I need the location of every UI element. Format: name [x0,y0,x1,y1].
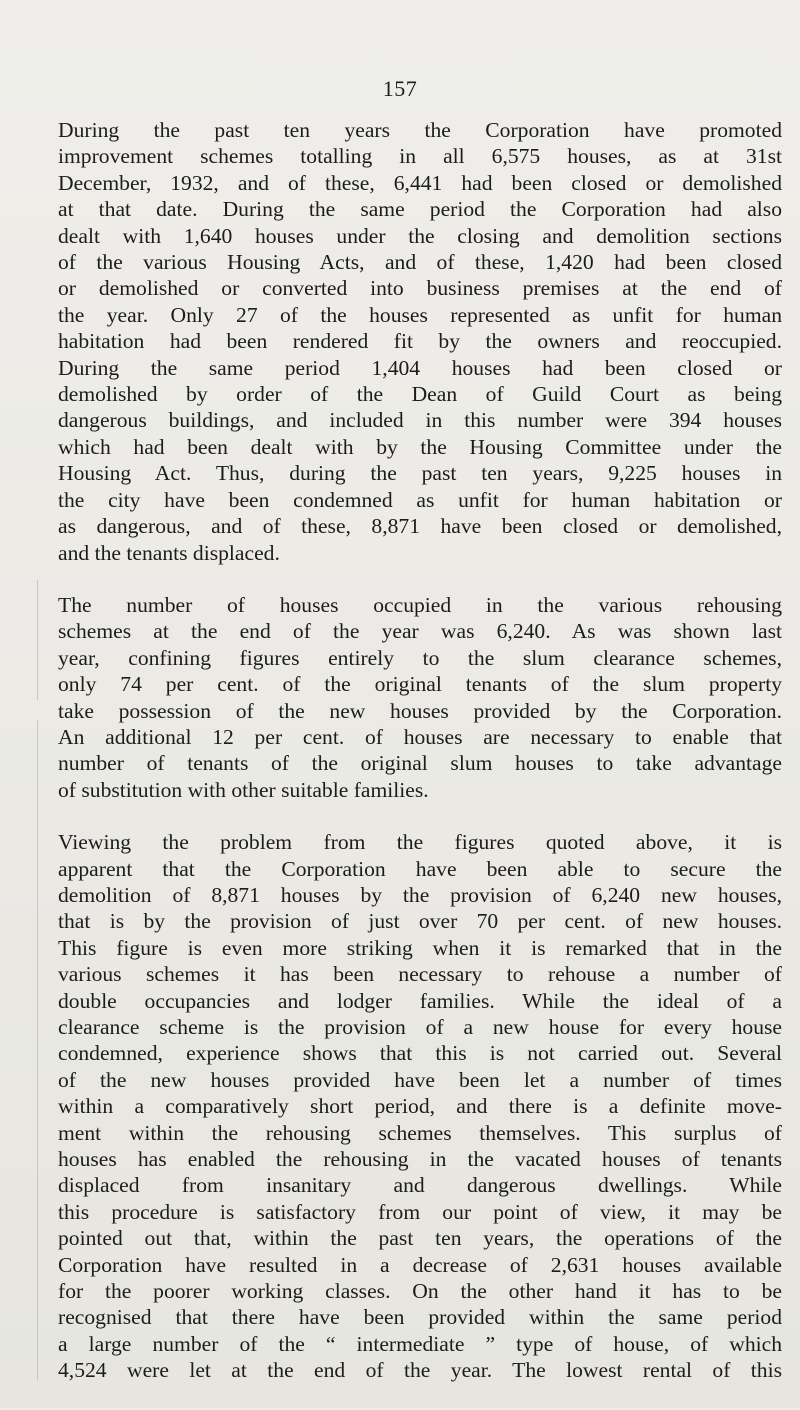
text-line: ment within the rehousing schemes themselves. This surplus of [58,1120,782,1145]
text-line: of the various Housing Acts, and of these, 1,420 had been closed [58,250,782,275]
text-line: take possession of the new houses provided by the Corporation. [58,698,782,723]
text-line: pointed out that, within the past ten years, the operations of the [58,1226,782,1251]
text-line: An additional 12 per cent. of houses are necessary to enable that [58,724,782,749]
text-line: of the new houses provided have been let a number of times [58,1067,782,1092]
text-line: improvement schemes totalling in all 6,575 houses, as at 31st [58,144,782,169]
text-line: or demolished or converted into business premises at the end of [58,276,782,301]
text-line: number of tenants of the original slum houses to take advantage [58,751,782,776]
text-line: within a comparatively short period, and there is a definite move- [58,1094,782,1119]
text-line: Viewing the problem from the figures quoted above, it is [58,830,782,855]
text-line: Housing Act. Thus, during the past ten years, 9,225 houses in [58,461,782,486]
text-line: Corporation have resulted in a decrease of 2,631 houses available [58,1252,782,1277]
text-line: various schemes it has been necessary to rehouse a number of [58,962,782,987]
text-line: During the same period 1,404 houses had been closed or [58,355,782,380]
text-line: the city have been condemned as unfit for human habitation or [58,487,782,512]
text-line: this procedure is satisfactory from our point of view, it may be [58,1199,782,1224]
text-line: only 74 per cent. of the original tenants of the slum property [58,672,782,697]
text-line: 4,524 were let at the end of the year. The lowest rental of this [58,1358,782,1383]
text-line: a large number of the “ intermediate ” type of house, of which [58,1331,782,1356]
text-line: The number of houses occupied in the various rehousing [58,592,782,617]
text-line: habitation had been rendered fit by the owners and reoccupied. [58,329,782,354]
text-line: and the tenants displaced. [58,540,280,565]
text-line: dealt with 1,640 houses under the closing and demolition sections [58,223,782,248]
text-line: double occupancies and lodger families. While the ideal of a [58,988,782,1013]
page-number: 157 [382,76,418,101]
text-line: clearance scheme is the provision of a new house for every house [58,1015,782,1039]
text-line: December, 1932, and of these, 6,441 had been closed or demolished [58,170,782,195]
text-line: demolition of 8,871 houses by the provision of 6,240 new houses, [58,882,782,907]
text-line: During the past ten years the Corporation have promoted [58,118,782,142]
text-line: that is by the provision of just over 70 per cent. of new houses. [58,909,782,934]
body-text [58,117,782,1410]
text-line: at that date. During the same period the Corporation had also [58,197,782,222]
text-line: year, confining figures entirely to the slum clearance schemes, [58,645,782,670]
paragraph [58,829,782,1384]
text-line: of substitution with other suitable families. [58,777,429,802]
text-line: dangerous buildings, and included in this number were 394 houses [58,408,782,433]
text-line: the year. Only 27 of the houses represented as unfit for human [58,302,782,327]
text-line: demolished by order of the Dean of Guild Court as being [58,382,782,407]
text-line: houses has enabled the rehousing in the vacated houses of tenants [58,1147,782,1172]
paragraph [58,592,782,803]
margin-shadow [37,580,38,700]
text-line: This figure is even more striking when it is remarked that in the [58,935,782,960]
text-line: as dangerous, and of these, 8,871 have been closed or demolished, [58,514,782,539]
text-line: condemned, experience shows that this is not carried out. Several [58,1041,782,1066]
text-line: displaced from insanitary and dangerous dwellings. While [58,1173,782,1198]
paragraph [58,117,782,566]
text-line: which had been dealt with by the Housing Committee under the [58,434,782,459]
text-line: schemes at the end of the year was 6,240. As was shown last [58,619,782,644]
margin-shadow [37,720,38,1380]
text-line: apparent that the Corporation have been able to secure the [58,856,782,881]
text-line: recognised that there have been provided within the same period [58,1305,782,1330]
text-line: for the poorer working classes. On the other hand it has to be [58,1279,782,1304]
